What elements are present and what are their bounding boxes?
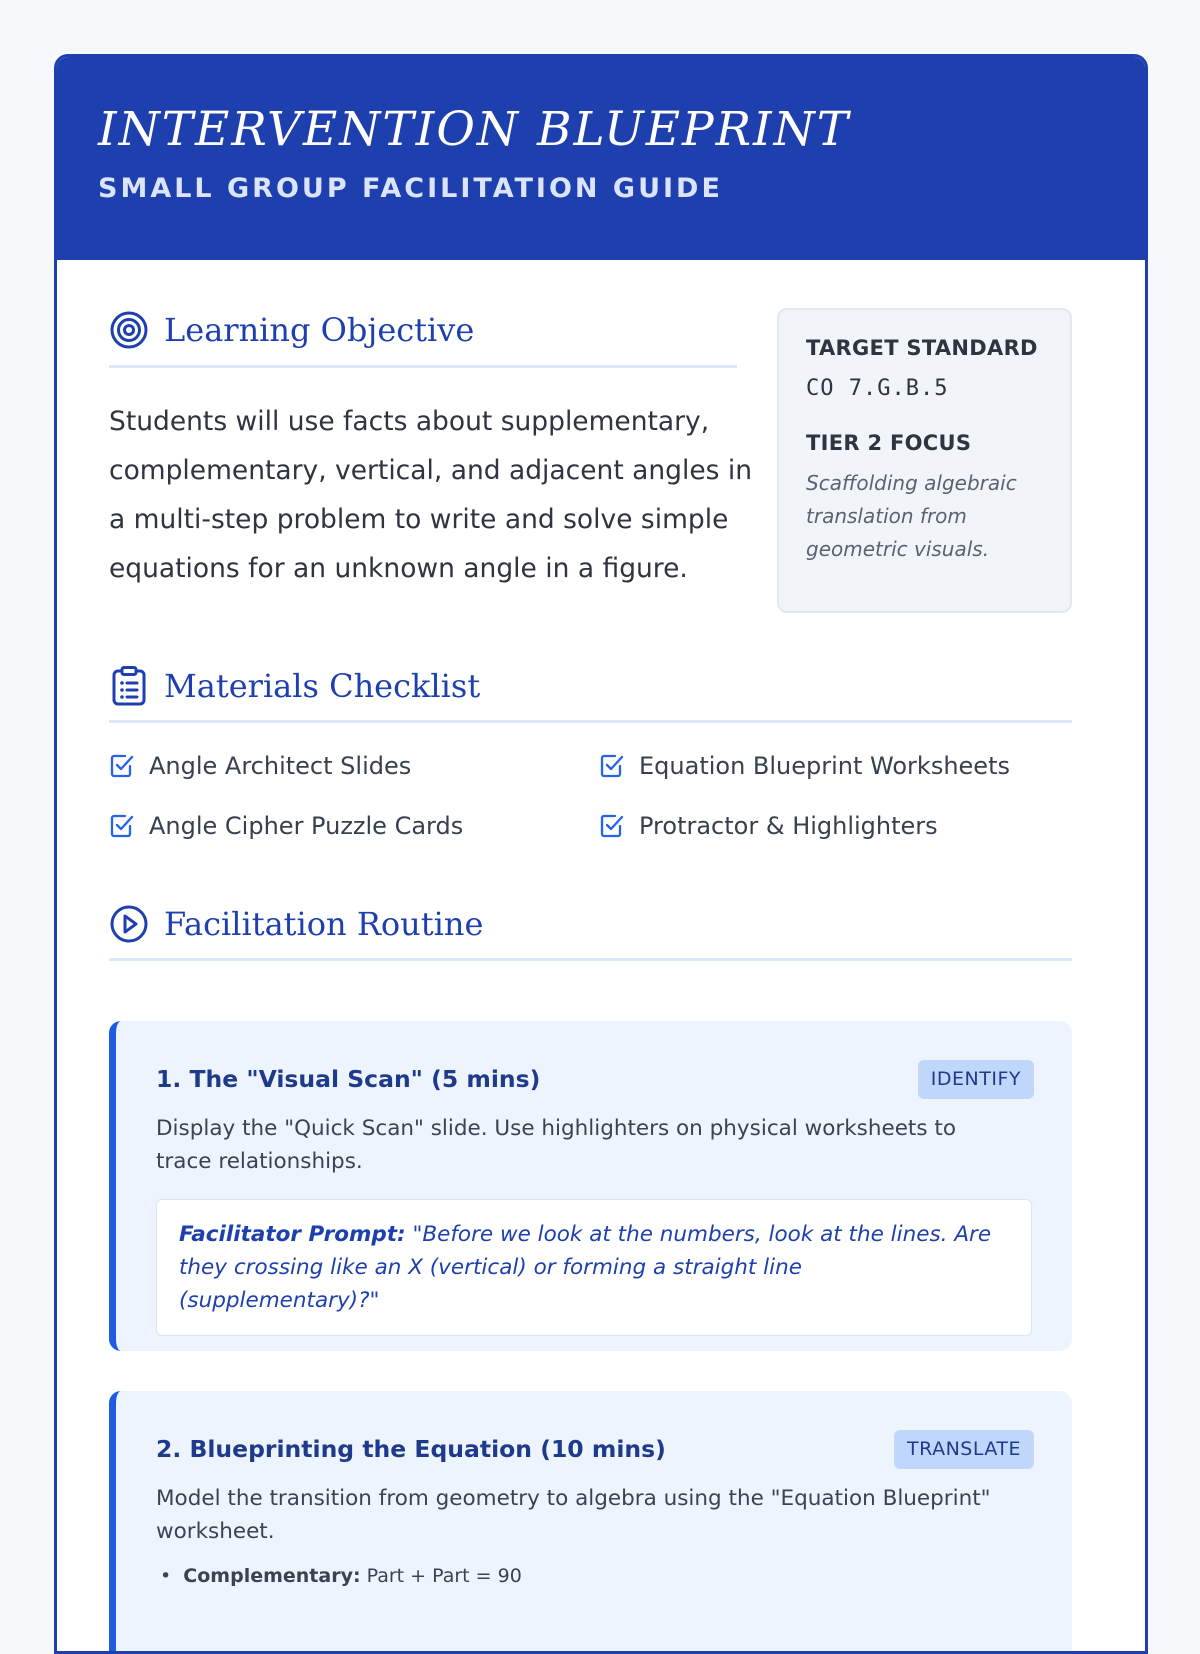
prompt-text: "Before we look at the numbers, look at the lines. Are they crossing like an X (vertical) or forming a straight line (supplementary)?" [179,1222,992,1313]
material-label: Protractor & Highlighters [639,812,938,840]
step-title: 1. The "Visual Scan" (5 mins) [156,1065,541,1093]
checkbox-checked-icon [599,813,625,839]
material-label: Angle Cipher Puzzle Cards [149,812,464,840]
material-label: Equation Blueprint Worksheets [639,752,1010,780]
page-title: INTERVENTION BLUEPRINT [98,102,851,157]
prompt-label: Facilitator Prompt: [179,1222,406,1247]
step-title: 2. Blueprinting the Equation (10 mins) [156,1435,666,1463]
materials-title: Materials Checklist [164,667,481,705]
blueprint-card [54,54,1148,1654]
routine-step [109,1021,1072,1351]
step-description: Display the "Quick Scan" slide. Use highlighters on physical worksheets to trace relationships. [156,1116,956,1174]
material-label: Angle Architect Slides [149,752,412,780]
checkbox-checked-icon [109,813,135,839]
step-badge: IDENTIFY [918,1060,1034,1099]
focus-text: Scaffolding algebraic translation from geometric visuals. [806,471,1017,561]
checkbox-checked-icon [599,753,625,779]
objective-text: Students will use facts about supplementary, complementary, vertical, and adjacent angles in a multi-step problem to write and solve simple equations for an unknown angle in a figure. [109,406,753,584]
clipboard-icon [109,665,151,707]
materials-divider [109,720,1072,723]
materials-heading [109,665,480,707]
objective-divider [109,365,737,368]
objective-heading [109,309,474,351]
bullet-text: Part + Part = 90 [360,1565,522,1587]
material-item [109,752,411,780]
focus-label: TIER 2 FOCUS [806,431,972,455]
routine-divider [109,958,1072,961]
checkbox-checked-icon [109,753,135,779]
target-icon [109,309,151,351]
header-banner [57,57,1145,260]
bullet-item: • Complementary: Part + Part = 90 [160,1565,522,1587]
objective-title: Learning Objective [164,311,475,349]
material-item [599,812,938,840]
standard-label: TARGET STANDARD [806,336,1038,360]
bullet-label: Complementary: [183,1565,361,1587]
routine-heading [109,903,483,945]
standard-sidebox [777,308,1072,613]
step-description: Model the transition from geometry to algebra using the "Equation Blueprint" worksheet. [156,1486,991,1544]
page-subtitle: SMALL GROUP FACILITATION GUIDE [98,173,723,204]
step-badge: TRANSLATE [894,1430,1034,1469]
material-item [109,812,463,840]
material-item [599,752,1010,780]
routine-step [109,1391,1072,1654]
standard-code: CO 7.G.B.5 [806,376,949,401]
routine-title: Facilitation Routine [164,905,484,943]
play-circle-icon [109,903,151,945]
facilitator-prompt [156,1199,1032,1336]
